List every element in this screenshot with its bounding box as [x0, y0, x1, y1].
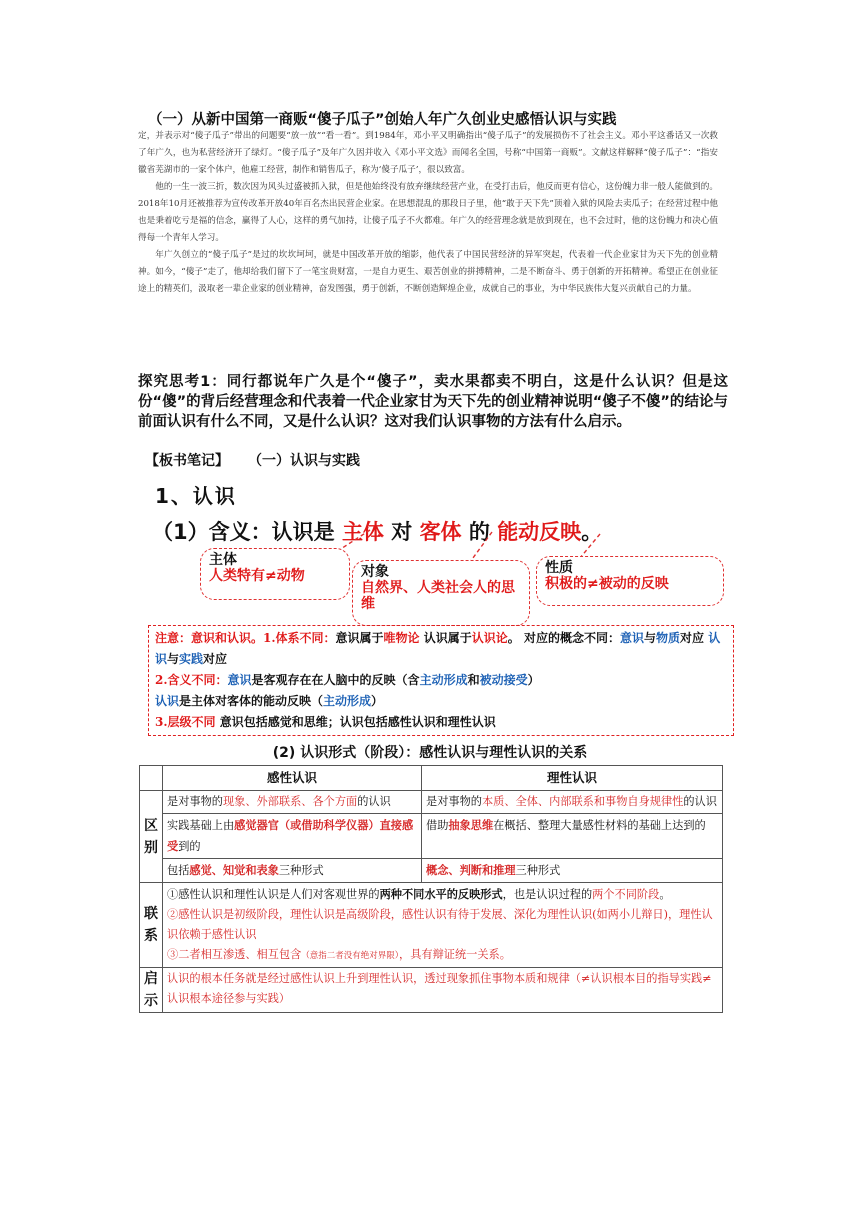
- board-notes-label: 【板书笔记】: [145, 453, 229, 469]
- note-text: 与: [643, 631, 656, 645]
- table-row: [140, 791, 723, 814]
- table-cell: [163, 791, 422, 814]
- cell-emphasis: 感觉器官（或借助科学仪器）直接感受: [167, 818, 414, 853]
- cell-emphasis: 现象、外部联系、各个方面: [222, 795, 358, 808]
- note-text: ）: [527, 673, 540, 687]
- note-text: 是主体对客体的能动反映（: [179, 694, 324, 708]
- note-text: 3.层级不同: [155, 715, 216, 729]
- cell-text: 三种形式: [515, 864, 561, 877]
- forms-heading: (2) 认识形式（阶段）：感性认识与理性认识的关系: [272, 745, 588, 761]
- cell-text: 实践基础上由: [167, 819, 235, 832]
- note-text: 意识包括感觉和思维；认识包括感性认识和理性认识: [215, 715, 496, 729]
- cell-emphasis: 概念、判断和推理: [426, 863, 516, 877]
- definition-object: 客体: [419, 520, 462, 544]
- note-text: 认识属于: [419, 631, 472, 645]
- subject-callout: [200, 548, 350, 600]
- cell-text: ，具有辩证统一关系。: [399, 948, 511, 961]
- cell-emphasis: 感觉、知觉和表象: [189, 863, 279, 877]
- cell-emphasis: 两种不同水平的反映形式: [379, 887, 503, 901]
- table-corner: [140, 766, 163, 791]
- callout-text: 自然界、人类社会人的思维: [361, 580, 515, 612]
- board-notes-title: （一）认识与实践: [255, 453, 360, 469]
- definition-subject: 主体: [341, 520, 384, 544]
- cell-text: 是对事物的: [167, 795, 223, 808]
- definition-text: 对: [383, 520, 420, 544]
- cell-text: 的认识: [683, 795, 717, 808]
- note-text: 注意：意识和认识。1.体系不同：: [155, 631, 336, 645]
- note-text: 对应: [680, 631, 709, 645]
- cell-text: 到的: [178, 840, 201, 853]
- callout-text: 积极的≠被动的反映: [545, 576, 669, 592]
- note-term: 认识: [155, 694, 180, 708]
- article-paragraph: 定，并表示对“傻子瓜子”带出的问题要“放一放”“看一看”。到1984年，邓小平又明确指出“傻子瓜子”的发展损伤不了社会主义。邓小平这番话又一次救了年广久，也为私营经济开了绿灯。“傻子瓜子”及年广久因并收入《邓小平文选》而闻名全国，号称“中国第一商贩”。文献这样解释“傻子瓜子”：“指安徽省芜湖市的一家个体户，他雇工经营，制作和销售瓜子，称为‘傻子瓜子’，很以致富。: [138, 131, 718, 175]
- note-term: 物质: [655, 631, 680, 645]
- callout-text: 人类特有≠动物: [209, 568, 305, 584]
- note-text: 2.含义不同：: [155, 673, 228, 687]
- cell-text: 在概括、整理大量感性材料的基础上达到的: [493, 819, 706, 832]
- note-text: 与: [167, 652, 180, 666]
- cognition-heading: 1、认识: [155, 484, 237, 508]
- cell-emphasis: 抽象思维: [448, 818, 494, 832]
- note-term: 实践: [179, 652, 204, 666]
- section-heading: （一）从新中国第一商贩“傻子瓜子”创始人年广久创业史感悟认识与实践: [148, 112, 617, 128]
- definition-end: 。: [581, 520, 603, 544]
- connection-point: [167, 884, 718, 905]
- note-term: 认识论: [471, 631, 508, 645]
- table-row: [140, 883, 723, 968]
- note-term: 唯物论: [383, 631, 420, 645]
- cell-text: 借助: [426, 819, 449, 832]
- connection-point: [167, 945, 718, 966]
- row-label-inspiration: 启示: [140, 968, 163, 1013]
- table-cell: [163, 883, 723, 968]
- attention-note: [148, 625, 734, 736]
- table-cell: 认识的根本任务就是经过感性认识上升到理性认识，透过现象抓住事物本质和规律（≠认识根本目的指导实践≠认识根本途径参与实践）: [163, 968, 723, 1013]
- definition-text: 的: [461, 520, 498, 544]
- row-label-connection: 联系: [140, 883, 163, 968]
- table-header-row: [140, 766, 723, 791]
- table-cell: [163, 814, 422, 859]
- cell-emphasis: 两个不同阶段: [592, 888, 660, 901]
- cell-text: 是对事物的: [426, 795, 482, 808]
- nature-callout: [536, 556, 724, 606]
- note-line: [155, 691, 727, 712]
- callout-title: 性质: [545, 560, 573, 576]
- object-callout: [352, 560, 530, 626]
- table-row: [140, 859, 723, 883]
- definition-prefix: （1）含义：认识是: [152, 520, 342, 544]
- callout-title: 主体: [209, 552, 237, 568]
- note-term: 意识: [227, 673, 252, 687]
- article-paragraph: 他的一生一波三折，数次因为风头过盛被抓入狱，但是他始终没有放弃继续经营产业，在受打击后，他反而更有信心，这份魄力非一般人能做到的。2018年10月还被推荐为宣传改革开放40年百名杰出民营企业家。在思想混乱的那段日子里，他“敢于天下先”顶着入狱的风险去卖瓜子；在经营过程中他也是秉着吃亏是福的信念，赢得了人心，这样的勇气加持，让傻子瓜子不火都难。年广久的经营理念就是放到现在，也不会过时，他的这份魄力和决心值得每一个青年人学习。: [138, 182, 718, 243]
- note-text: ）: [371, 694, 384, 708]
- cognition-relation-table: [139, 765, 723, 1013]
- note-term: 意识: [619, 631, 644, 645]
- table-row: [140, 968, 723, 1013]
- cell-text: 的认识: [357, 795, 391, 808]
- connection-point: ②感性认识是初级阶段，理性认识是高级阶段，感性认识有待于发展、深化为理性认识(如两小儿辩日)，理性认识依赖于感性认识: [167, 908, 713, 941]
- note-term: 认识: [155, 631, 721, 666]
- cell-text: （意指二者没有绝对界限）: [301, 951, 400, 961]
- cell-text: 。: [659, 888, 671, 901]
- table-cell: [422, 859, 723, 883]
- header-rational: 理性认识: [422, 766, 723, 791]
- cell-text: ①感性认识和理性认识是人们对客观世界的: [167, 888, 380, 901]
- note-text: 意识属于: [335, 631, 384, 645]
- note-term: 主动形成: [419, 673, 468, 687]
- article-paragraph: 年广久创立的“傻子瓜子”是过的坎坎坷坷，就是中国改革开放的缩影，他代表了中国民营经济的异军突起，代表着一代企业家甘为天下先的创业精神。如今，“傻子”走了，他却给我们留下了一笔宝贵财富，一是自力更生、艰苦创业的拼搏精神，二是不断奋斗、勇于创新的开拓精神。希望正在创业征途上的精英们，汲取老一辈企业家的创业精神，奋发图强，勇于创新，不断创造辉煌企业，成就自己的事业，为中华民族伟大复兴贡献自己的力量。: [138, 250, 718, 294]
- table-cell: [163, 859, 422, 883]
- table-cell: [422, 791, 723, 814]
- note-line: [155, 628, 727, 670]
- note-text: 。 对应的概念不同：: [507, 631, 620, 645]
- note-text: 对应: [203, 652, 228, 666]
- cell-emphasis: 本质、全体、内部联系和事物自身规律性: [481, 795, 684, 808]
- note-text: 和: [467, 673, 480, 687]
- cell-text: ③二者相互渗透、相互包含: [167, 948, 302, 961]
- table-row: [140, 814, 723, 859]
- cell-text: 三种形式: [278, 864, 324, 877]
- cell-text: 包括: [167, 864, 190, 877]
- note-line: [155, 712, 727, 733]
- note-line: [155, 670, 727, 691]
- row-label-difference: 区别: [140, 791, 163, 883]
- header-perceptual: 感性认识: [163, 766, 422, 791]
- note-term: 主动形成: [323, 694, 372, 708]
- note-term: 被动接受: [479, 673, 528, 687]
- table-cell: [422, 814, 723, 859]
- note-text: 是客观存在在人脑中的反映（含: [251, 673, 420, 687]
- definition-reflection: 能动反映: [497, 520, 582, 544]
- callout-title: 对象: [361, 564, 389, 580]
- cell-text: ，也是认识过程的: [502, 888, 593, 901]
- inquiry-question: 探究思考1：同行都说年广久是个“傻子”，卖水果都卖不明白，这是什么认识？但是这份“傻”的背后经营理念和代表着一代企业家甘为天下先的创业精神说明“傻子不傻”的结论与前面认识有什么不同，又是什么认识？这对我们认识事物的方法有什么启示。: [138, 374, 728, 430]
